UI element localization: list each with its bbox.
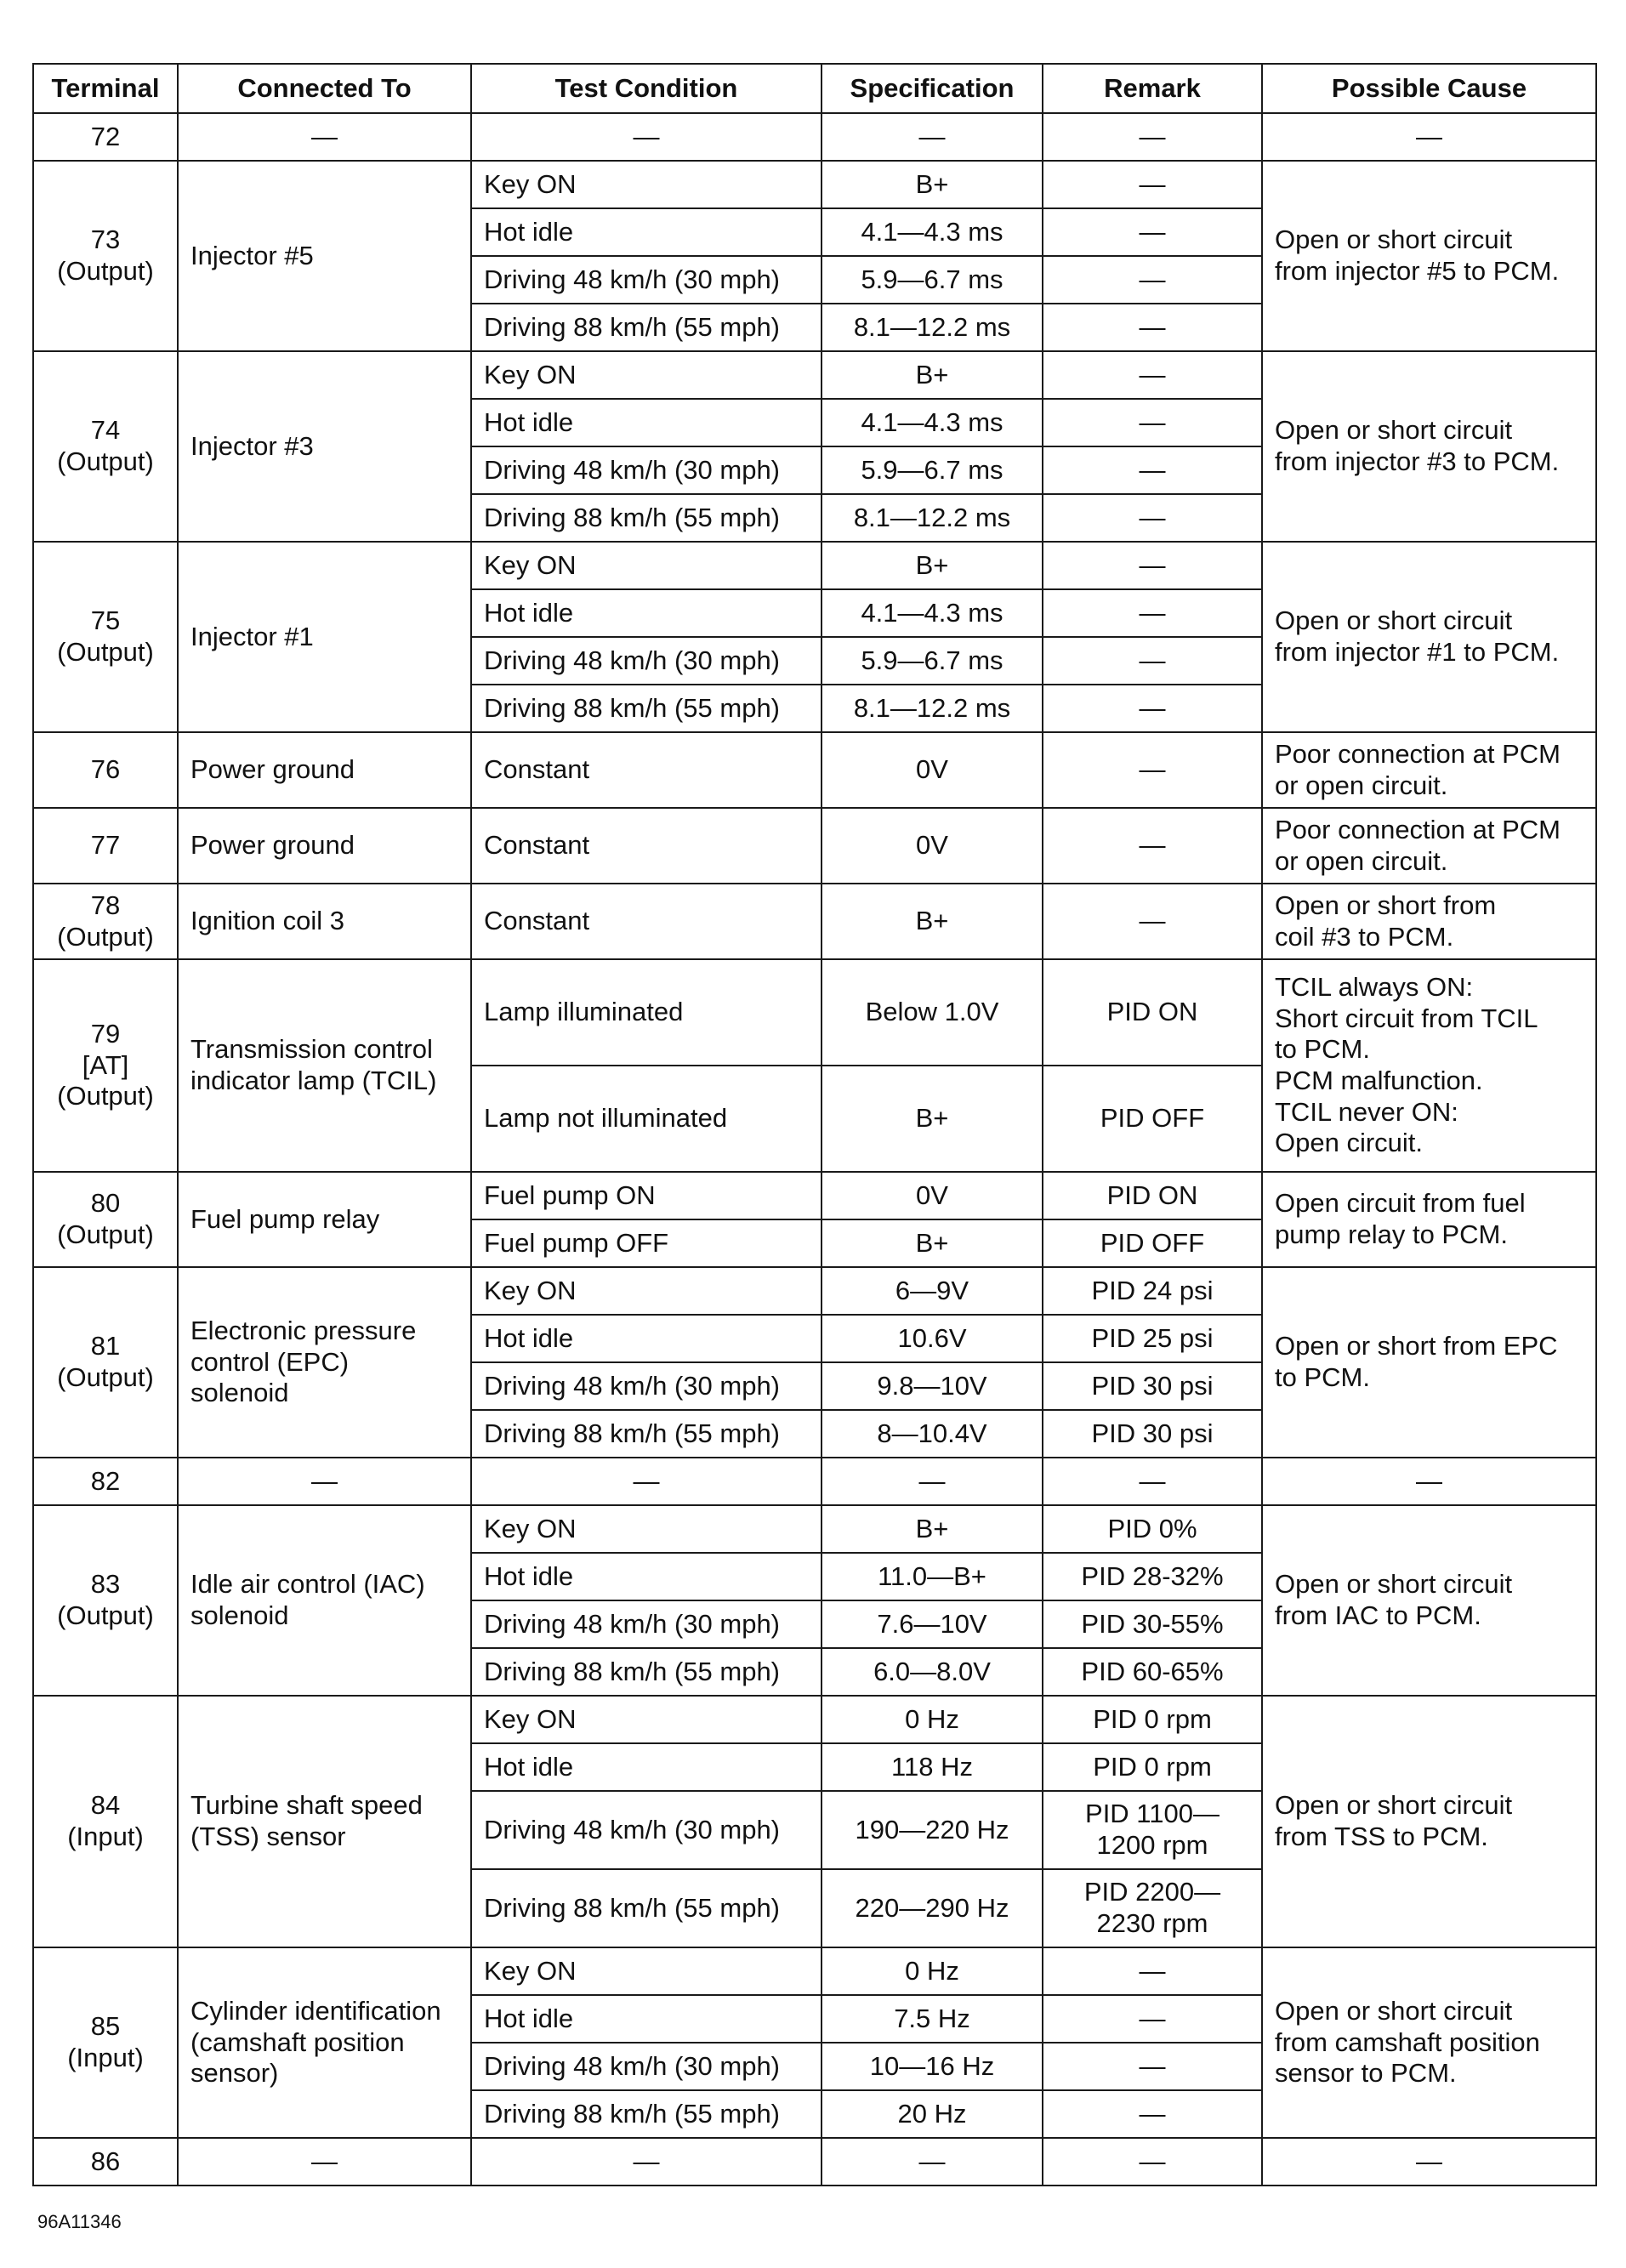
test-condition-cell: Hot idle (471, 1315, 822, 1362)
remark-cell: — (1043, 1458, 1262, 1505)
terminal-cell: 75 (Output) (33, 542, 178, 732)
remark-cell: — (1043, 1995, 1262, 2043)
test-condition-cell: Driving 48 km/h (30 mph) (471, 1791, 822, 1869)
specification-cell: — (822, 2138, 1043, 2186)
specification-cell: 8.1—12.2 ms (822, 685, 1043, 732)
test-condition-cell: Key ON (471, 542, 822, 589)
terminal-cell: 72 (33, 113, 178, 161)
terminal-cell: 83 (Output) (33, 1505, 178, 1696)
table-row (33, 1172, 1596, 1219)
possible-cause-cell: Open or short circuit from injector #3 to PCM. (1262, 351, 1596, 542)
table-row (33, 959, 1596, 1066)
test-condition-cell: Hot idle (471, 399, 822, 446)
connected-to-cell: Injector #1 (178, 542, 471, 732)
connected-to-cell: Injector #5 (178, 161, 471, 351)
table-body (33, 113, 1596, 2186)
test-condition-cell: Key ON (471, 1505, 822, 1553)
table-row (33, 1458, 1596, 1505)
remark-cell: PID 30-55% (1043, 1600, 1262, 1648)
test-condition-cell: Driving 48 km/h (30 mph) (471, 2043, 822, 2090)
test-condition-cell: Lamp not illuminated (471, 1066, 822, 1172)
possible-cause-cell: Poor connection at PCM or open circuit. (1262, 732, 1596, 808)
specification-cell: 0 Hz (822, 1947, 1043, 1995)
specification-cell: 9.8—10V (822, 1362, 1043, 1410)
connected-to-cell: — (178, 1458, 471, 1505)
possible-cause-cell: Open or short from EPC to PCM. (1262, 1267, 1596, 1458)
remark-cell: PID 1100— 1200 rpm (1043, 1791, 1262, 1869)
figure-id: 96A11346 (37, 2211, 122, 2232)
terminal-cell: 82 (33, 1458, 178, 1505)
test-condition-cell: Constant (471, 884, 822, 959)
remark-cell: PID 28-32% (1043, 1553, 1262, 1600)
specification-cell: 190—220 Hz (822, 1791, 1043, 1869)
terminal-cell: 78 (Output) (33, 884, 178, 959)
remark-cell: PID ON (1043, 959, 1262, 1066)
specification-cell: 4.1—4.3 ms (822, 589, 1043, 637)
connected-to-cell: — (178, 2138, 471, 2186)
possible-cause-cell: Open or short from coil #3 to PCM. (1262, 884, 1596, 959)
test-condition-cell: Constant (471, 732, 822, 808)
terminal-cell: 76 (33, 732, 178, 808)
test-condition-cell: Key ON (471, 1696, 822, 1743)
test-condition-cell: Constant (471, 808, 822, 884)
test-condition-cell: — (471, 113, 822, 161)
remark-cell: — (1043, 446, 1262, 494)
specification-cell: 6.0—8.0V (822, 1648, 1043, 1696)
specification-cell: 4.1—4.3 ms (822, 208, 1043, 256)
remark-cell: — (1043, 542, 1262, 589)
specification-cell: 0V (822, 808, 1043, 884)
header-connected-to: Connected To (178, 64, 471, 113)
connected-to-cell: Ignition coil 3 (178, 884, 471, 959)
remark-cell: — (1043, 161, 1262, 208)
specification-cell: 8.1—12.2 ms (822, 494, 1043, 542)
specification-cell: — (822, 1458, 1043, 1505)
remark-cell: — (1043, 732, 1262, 808)
test-condition-cell: Key ON (471, 1267, 822, 1315)
terminal-cell: 79 [AT] (Output) (33, 959, 178, 1172)
remark-cell: — (1043, 589, 1262, 637)
specification-cell: B+ (822, 1505, 1043, 1553)
table-row (33, 542, 1596, 589)
table-row (33, 161, 1596, 208)
test-condition-cell: Driving 88 km/h (55 mph) (471, 1410, 822, 1458)
test-condition-cell: Driving 88 km/h (55 mph) (471, 494, 822, 542)
connected-to-cell: — (178, 113, 471, 161)
connected-to-cell: Turbine shaft speed (TSS) sensor (178, 1696, 471, 1947)
table-row (33, 1267, 1596, 1315)
test-condition-cell: Driving 88 km/h (55 mph) (471, 304, 822, 351)
connected-to-cell: Electronic pressure control (EPC) solenoid (178, 1267, 471, 1458)
terminal-cell: 74 (Output) (33, 351, 178, 542)
specification-cell: B+ (822, 351, 1043, 399)
remark-cell: PID 30 psi (1043, 1362, 1262, 1410)
test-condition-cell: Fuel pump ON (471, 1172, 822, 1219)
specification-cell: 118 Hz (822, 1743, 1043, 1791)
remark-cell: — (1043, 351, 1262, 399)
remark-cell: PID OFF (1043, 1219, 1262, 1267)
specification-cell: B+ (822, 884, 1043, 959)
test-condition-cell: Key ON (471, 1947, 822, 1995)
test-condition-cell: Key ON (471, 351, 822, 399)
specification-cell: 8.1—12.2 ms (822, 304, 1043, 351)
header-terminal: Terminal (33, 64, 178, 113)
specification-cell: B+ (822, 542, 1043, 589)
header-test-condition: Test Condition (471, 64, 822, 113)
remark-cell: — (1043, 808, 1262, 884)
remark-cell: — (1043, 2090, 1262, 2138)
specification-cell: 0V (822, 1172, 1043, 1219)
test-condition-cell: Driving 48 km/h (30 mph) (471, 1600, 822, 1648)
table-row (33, 732, 1596, 808)
remark-cell: — (1043, 256, 1262, 304)
remark-cell: — (1043, 399, 1262, 446)
connected-to-cell: Power ground (178, 732, 471, 808)
possible-cause-cell: Open circuit from fuel pump relay to PCM. (1262, 1172, 1596, 1267)
table-row (33, 2138, 1596, 2186)
specification-cell: 8—10.4V (822, 1410, 1043, 1458)
possible-cause-cell: Open or short circuit from injector #1 to PCM. (1262, 542, 1596, 732)
test-condition-cell: — (471, 2138, 822, 2186)
table-row (33, 1505, 1596, 1553)
remark-cell: PID 0% (1043, 1505, 1262, 1553)
specification-cell: — (822, 113, 1043, 161)
possible-cause-cell: — (1262, 1458, 1596, 1505)
specification-cell: B+ (822, 1066, 1043, 1172)
possible-cause-cell: Open or short circuit from IAC to PCM. (1262, 1505, 1596, 1696)
table-row (33, 1947, 1596, 1995)
terminal-cell: 85 (Input) (33, 1947, 178, 2138)
test-condition-cell: Key ON (471, 161, 822, 208)
remark-cell: — (1043, 685, 1262, 732)
terminal-cell: 81 (Output) (33, 1267, 178, 1458)
possible-cause-cell: Open or short circuit from injector #5 to PCM. (1262, 161, 1596, 351)
test-condition-cell: Hot idle (471, 1995, 822, 2043)
remark-cell: PID 24 psi (1043, 1267, 1262, 1315)
remark-cell: — (1043, 884, 1262, 959)
specification-cell: Below 1.0V (822, 959, 1043, 1066)
possible-cause-cell: Poor connection at PCM or open circuit. (1262, 808, 1596, 884)
remark-cell: — (1043, 208, 1262, 256)
specification-cell: 10.6V (822, 1315, 1043, 1362)
test-condition-cell: Fuel pump OFF (471, 1219, 822, 1267)
terminal-cell: 80 (Output) (33, 1172, 178, 1267)
remark-cell: PID 0 rpm (1043, 1696, 1262, 1743)
specification-cell: 10—16 Hz (822, 2043, 1043, 2090)
remark-cell: PID 25 psi (1043, 1315, 1262, 1362)
connected-to-cell: Transmission control indicator lamp (TCIL) (178, 959, 471, 1172)
header-remark: Remark (1043, 64, 1262, 113)
remark-cell: PID 30 psi (1043, 1410, 1262, 1458)
specification-cell: 6—9V (822, 1267, 1043, 1315)
specification-cell: 7.6—10V (822, 1600, 1043, 1648)
header-row (33, 64, 1596, 113)
test-condition-cell: Hot idle (471, 208, 822, 256)
test-condition-cell: — (471, 1458, 822, 1505)
terminal-cell: 84 (Input) (33, 1696, 178, 1947)
connected-to-cell: Power ground (178, 808, 471, 884)
remark-cell: PID OFF (1043, 1066, 1262, 1172)
remark-cell: — (1043, 2138, 1262, 2186)
header-possible-cause: Possible Cause (1262, 64, 1596, 113)
table-row (33, 884, 1596, 959)
specification-cell: 220—290 Hz (822, 1869, 1043, 1947)
remark-cell: — (1043, 1947, 1262, 1995)
specification-cell: 5.9—6.7 ms (822, 446, 1043, 494)
remark-cell: — (1043, 113, 1262, 161)
specification-cell: 0 Hz (822, 1696, 1043, 1743)
header-specification: Specification (822, 64, 1043, 113)
specification-cell: 4.1—4.3 ms (822, 399, 1043, 446)
remark-cell: PID 60-65% (1043, 1648, 1262, 1696)
possible-cause-cell: — (1262, 113, 1596, 161)
terminal-cell: 77 (33, 808, 178, 884)
test-condition-cell: Driving 88 km/h (55 mph) (471, 1869, 822, 1947)
specification-cell: 5.9—6.7 ms (822, 256, 1043, 304)
test-condition-cell: Driving 48 km/h (30 mph) (471, 256, 822, 304)
specification-cell: B+ (822, 1219, 1043, 1267)
connected-to-cell: Injector #3 (178, 351, 471, 542)
test-condition-cell: Hot idle (471, 1743, 822, 1791)
test-condition-cell: Driving 88 km/h (55 mph) (471, 2090, 822, 2138)
remark-cell: — (1043, 637, 1262, 685)
remark-cell: PID 2200— 2230 rpm (1043, 1869, 1262, 1947)
possible-cause-cell: TCIL always ON: Short circuit from TCIL to PCM. PCM malfunction. TCIL never ON: Open circuit. (1262, 959, 1596, 1172)
possible-cause-cell: — (1262, 2138, 1596, 2186)
specification-cell: 7.5 Hz (822, 1995, 1043, 2043)
test-condition-cell: Hot idle (471, 589, 822, 637)
table-row (33, 808, 1596, 884)
remark-cell: PID 0 rpm (1043, 1743, 1262, 1791)
remark-cell: PID ON (1043, 1172, 1262, 1219)
remark-cell: — (1043, 2043, 1262, 2090)
specification-cell: 11.0—B+ (822, 1553, 1043, 1600)
test-condition-cell: Driving 48 km/h (30 mph) (471, 637, 822, 685)
specification-cell: B+ (822, 161, 1043, 208)
remark-cell: — (1043, 494, 1262, 542)
possible-cause-cell: Open or short circuit from TSS to PCM. (1262, 1696, 1596, 1947)
connected-to-cell: Idle air control (IAC) solenoid (178, 1505, 471, 1696)
table-row (33, 113, 1596, 161)
test-condition-cell: Driving 88 km/h (55 mph) (471, 685, 822, 732)
test-condition-cell: Driving 48 km/h (30 mph) (471, 1362, 822, 1410)
table-row (33, 1696, 1596, 1743)
possible-cause-cell: Open or short circuit from camshaft position sensor to PCM. (1262, 1947, 1596, 2138)
test-condition-cell: Lamp illuminated (471, 959, 822, 1066)
terminal-cell: 73 (Output) (33, 161, 178, 351)
test-condition-cell: Driving 48 km/h (30 mph) (471, 446, 822, 494)
terminal-cell: 86 (33, 2138, 178, 2186)
connected-to-cell: Cylinder identification (camshaft position sensor) (178, 1947, 471, 2138)
specification-cell: 5.9—6.7 ms (822, 637, 1043, 685)
connected-to-cell: Fuel pump relay (178, 1172, 471, 1267)
specification-cell: 20 Hz (822, 2090, 1043, 2138)
test-condition-cell: Driving 88 km/h (55 mph) (471, 1648, 822, 1696)
test-condition-cell: Hot idle (471, 1553, 822, 1600)
pcm-terminal-table (32, 63, 1597, 2186)
table-row (33, 351, 1596, 399)
remark-cell: — (1043, 304, 1262, 351)
specification-cell: 0V (822, 732, 1043, 808)
